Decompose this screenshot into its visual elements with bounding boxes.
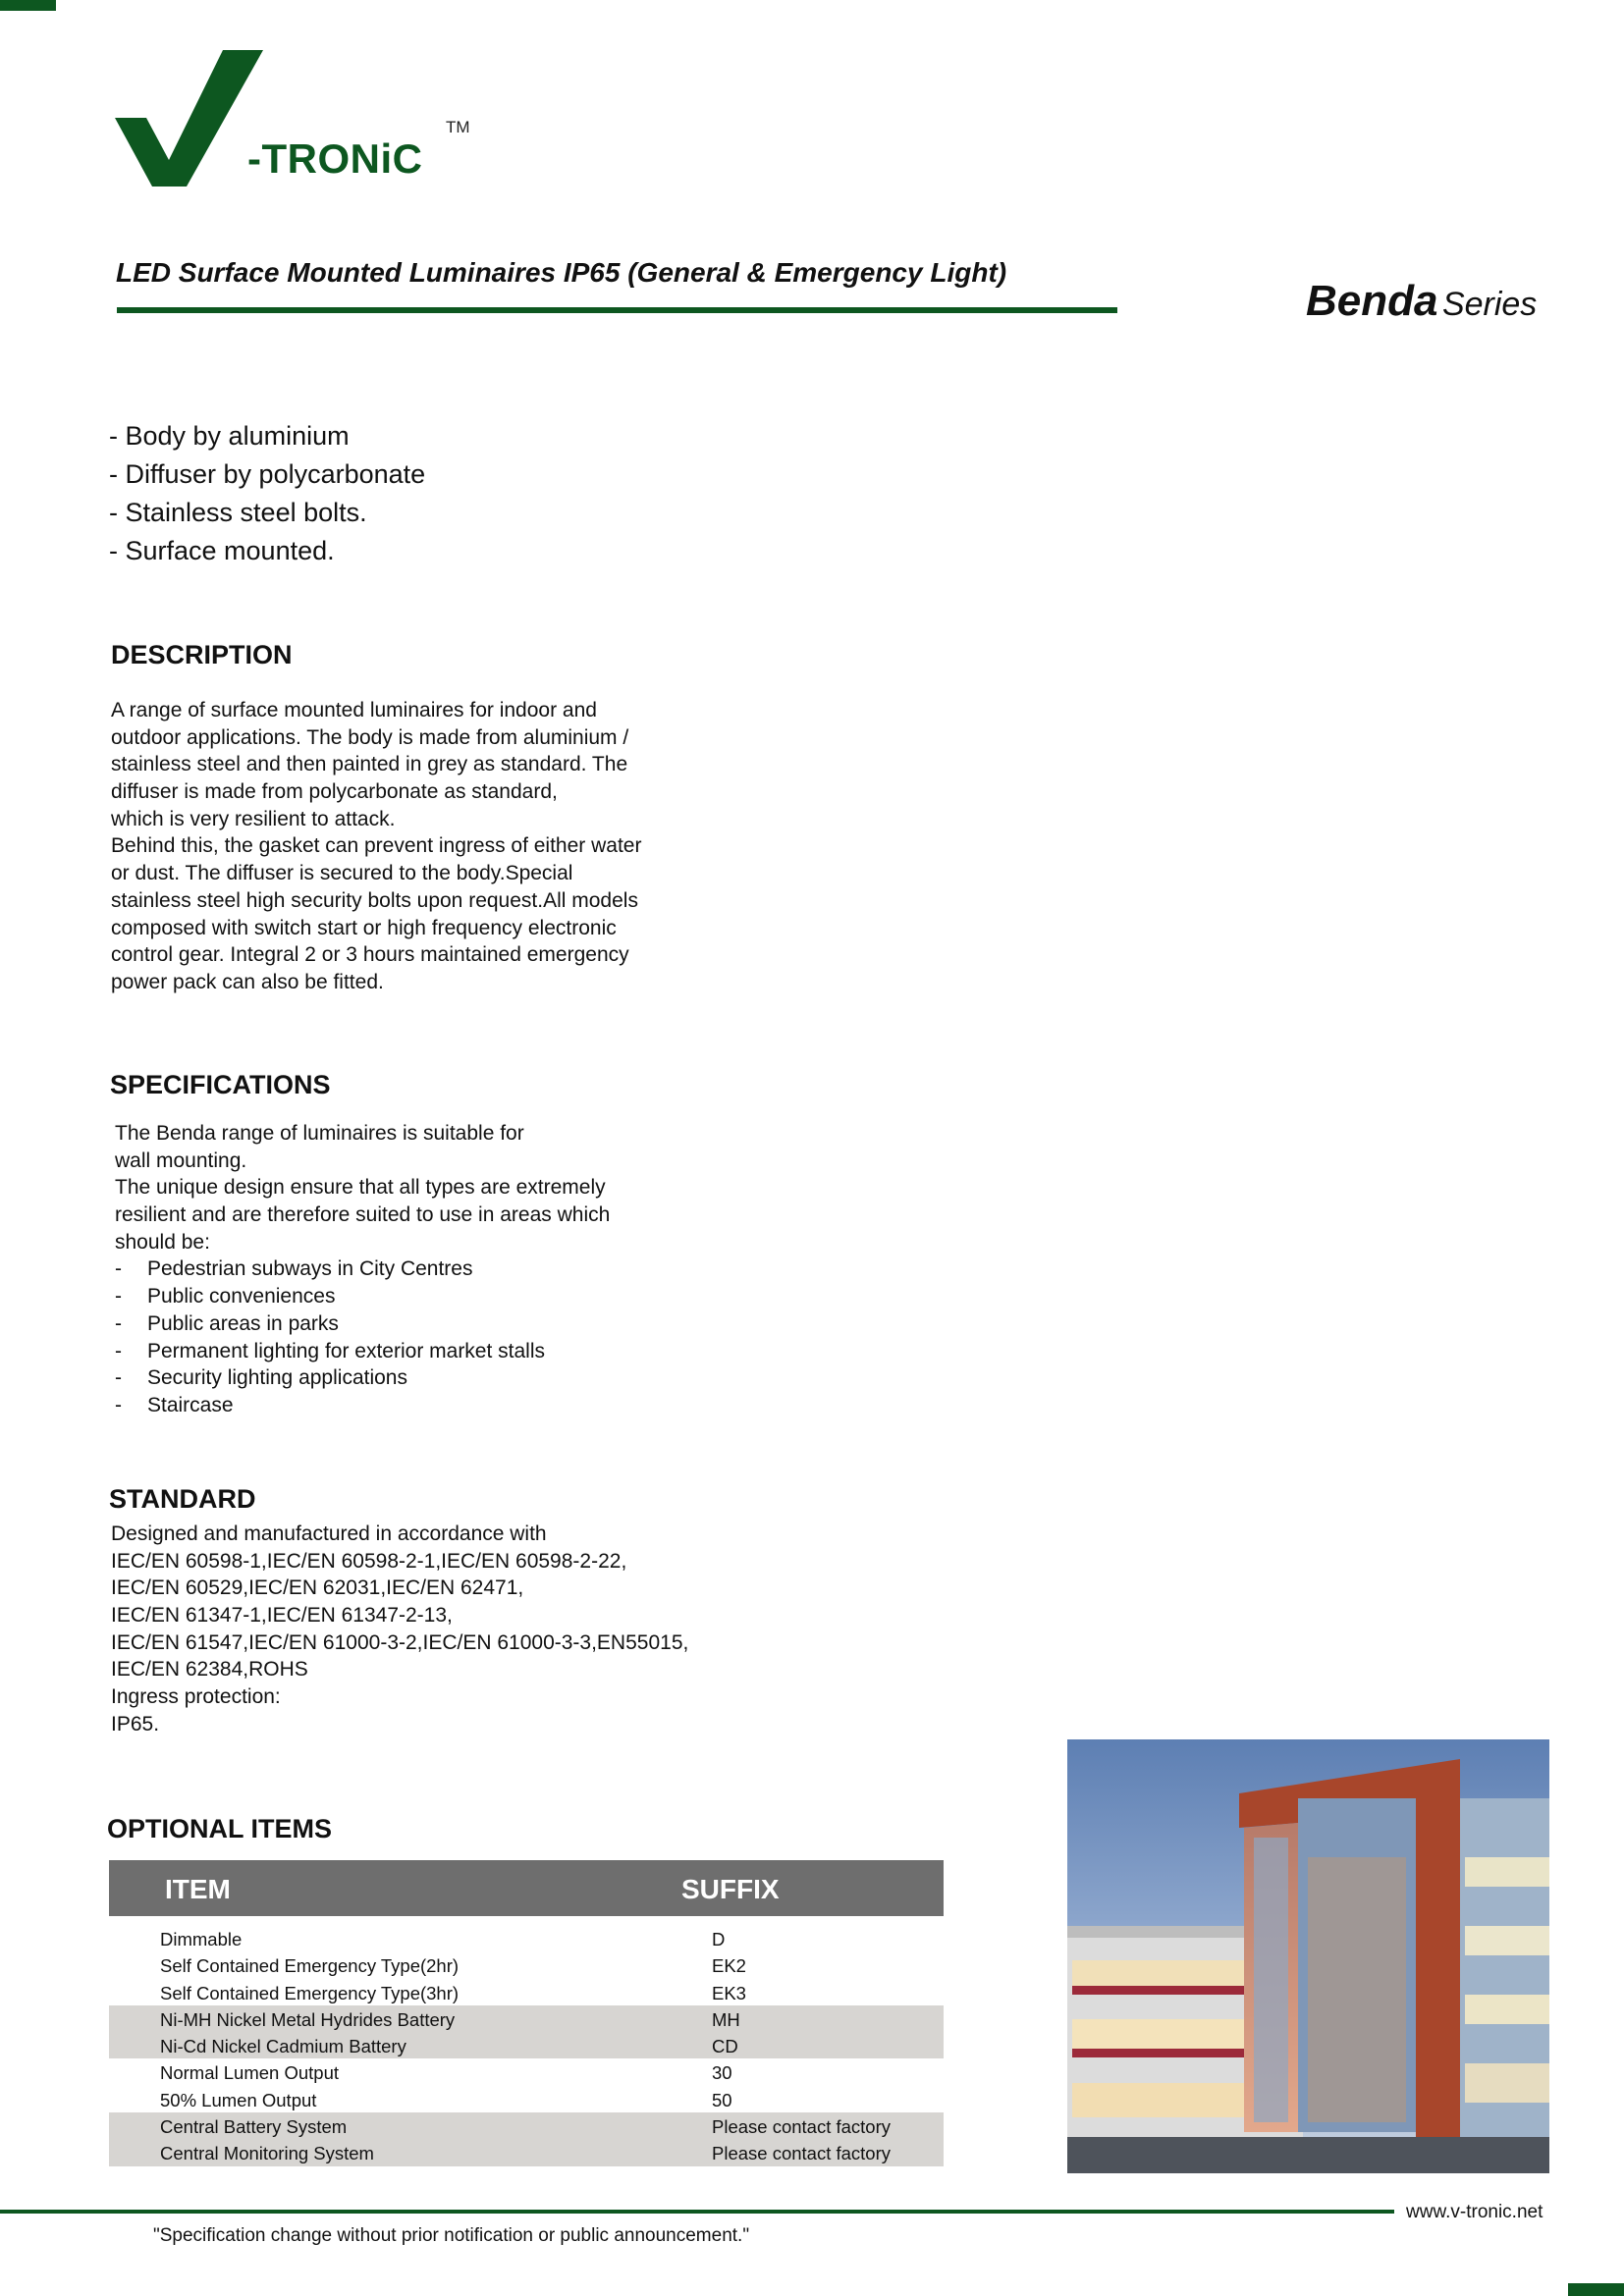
text-line: power pack can also be fitted. (111, 970, 384, 993)
text-line: stainless steel high security bolts upon request.All models (111, 888, 638, 912)
trademark-mark: TM (446, 118, 470, 136)
list-item (115, 1392, 610, 1419)
text-line: A range of surface mounted luminaires for indoor and (111, 699, 597, 721)
list-item (115, 1364, 610, 1392)
table-row (109, 2139, 944, 2165)
specifications-heading: SPECIFICATIONS (110, 1070, 331, 1099)
feature-item: - Surface mounted. (109, 536, 335, 565)
list-dash: - (115, 1339, 122, 1362)
suffix-cell: Please contact factory (712, 2116, 892, 2138)
table-row (109, 2032, 944, 2058)
item-cell: Dimmable (160, 1929, 243, 1949)
text-line: resilient and are therefore suited to use in areas which (115, 1203, 611, 1227)
text-line: The Benda range of luminaires is suitable for (115, 1122, 524, 1145)
product-title: LED Surface Mounted Luminaires IP65 (General & Emergency Light) (116, 257, 1007, 288)
title-divider (117, 307, 1117, 313)
table-row (109, 2005, 944, 2032)
text-line: diffuser is made from polycarbonate as standard, (111, 780, 558, 804)
list-dash: - (115, 1366, 122, 1390)
text-line: Ingress protection: (111, 1685, 281, 1709)
suffix-cell: 30 (712, 2062, 732, 2084)
text-line: wall mounting. (115, 1148, 247, 1172)
list-item (115, 1255, 610, 1283)
logo-wordmark: -TRONiC (247, 135, 423, 182)
checkmark-logo-icon (110, 47, 267, 189)
item-cell: Self Contained Emergency Type(2hr) (160, 1955, 460, 1977)
item-cell: Normal Lumen Output (160, 2062, 340, 2084)
website-link[interactable]: www.v-tronic.net (1406, 2202, 1543, 2222)
item-cell: 50% Lumen Output (160, 2089, 317, 2110)
text-line: control gear. Integral 2 or 3 hours maintained emergency (111, 943, 629, 967)
list-item-text: Staircase (147, 1393, 234, 1416)
standard-heading: STANDARD (109, 1484, 256, 1514)
item-cell: Ni-MH Nickel Metal Hydrides Battery (160, 2008, 456, 2030)
item-cell: Ni-Cd Nickel Cadmium Battery (160, 2036, 406, 2057)
list-item (115, 1283, 610, 1310)
text-line: Designed and manufactured in accordance with (111, 1522, 547, 1545)
text-line: IEC/EN 60598-1,IEC/EN 60598-2-1,IEC/EN 60598-2-22, (111, 1549, 627, 1573)
list-item (115, 1310, 610, 1338)
text-line: stainless steel and then painted in grey as standard. The (111, 753, 628, 776)
list-item-text: Security lighting applications (147, 1366, 407, 1390)
series-name: Benda (1306, 277, 1438, 325)
series-title (1306, 277, 1537, 326)
list-dash: - (115, 1257, 122, 1281)
list-item-text: Pedestrian subways in City Centres (147, 1257, 473, 1281)
text-line: IEC/EN 61347-1,IEC/EN 61347-2-13, (111, 1604, 453, 1628)
suffix-cell: Please contact factory (712, 2143, 892, 2164)
table-row (109, 2112, 944, 2139)
corner-accent-top (0, 0, 56, 11)
item-cell: Central Battery System (160, 2116, 348, 2138)
suffix-cell: 50 (712, 2089, 732, 2110)
text-line: The unique design ensure that all types are extremely (115, 1176, 606, 1200)
suffix-cell: CD (712, 2036, 738, 2057)
list-dash: - (115, 1285, 122, 1308)
corner-accent-bottom (1568, 2283, 1624, 2296)
item-cell: Self Contained Emergency Type(3hr) (160, 1982, 460, 2003)
list-item (115, 1338, 610, 1365)
text-line: should be: (115, 1230, 210, 1254)
list-dash: - (115, 1311, 122, 1335)
description-heading: DESCRIPTION (111, 640, 293, 669)
text-line: composed with switch start or high frequency electronic (111, 916, 617, 939)
feature-item: - Diffuser by polycarbonate (109, 459, 426, 489)
column-header-suffix: SUFFIX (681, 1874, 780, 1904)
standard-text (111, 1521, 688, 1738)
text-line: which is very resilient to attack. (111, 807, 396, 830)
optional-items-table (109, 1860, 944, 2166)
text-line: IEC/EN 60529,IEC/EN 62031,IEC/EN 62471, (111, 1576, 524, 1600)
feature-item: - Body by aluminium (109, 421, 350, 451)
table-row (109, 1979, 944, 2005)
text-line: IP65. (111, 1712, 160, 1735)
disclaimer-text: "Specification change without prior notification or public announcement." (153, 2225, 750, 2246)
text-line: IEC/EN 61547,IEC/EN 61000-3-2,IEC/EN 61000-3-3,EN55015, (111, 1630, 689, 1654)
suffix-cell: EK2 (712, 1955, 746, 1977)
feature-list (109, 417, 425, 570)
text-line: IEC/EN 62384,ROHS (111, 1658, 308, 1682)
column-header-item: ITEM (165, 1874, 231, 1904)
table-row (109, 1925, 944, 1951)
text-line: outdoor applications. The body is made from aluminium / (111, 725, 629, 749)
item-cell: Central Monitoring System (160, 2143, 374, 2164)
series-suffix: Series (1441, 286, 1538, 323)
table-row (109, 2058, 944, 2085)
list-item-text: Public conveniences (147, 1285, 336, 1308)
footer-divider (0, 2210, 1394, 2214)
suffix-cell: MH (712, 2008, 740, 2030)
list-item-text: Public areas in parks (147, 1311, 339, 1335)
table-header (109, 1860, 944, 1916)
brand-logo (110, 47, 483, 194)
optional-items-heading: OPTIONAL ITEMS (107, 1814, 333, 1843)
description-text (111, 697, 641, 996)
building-photo (1067, 1739, 1549, 2173)
text-line: or dust. The diffuser is secured to the body.Special (111, 862, 573, 885)
table-row (109, 2086, 944, 2112)
specifications-text (115, 1120, 610, 1419)
text-line: Behind this, the gasket can prevent ingress of either water (111, 834, 642, 858)
list-dash: - (115, 1393, 122, 1416)
list-item-text: Permanent lighting for exterior market stalls (147, 1339, 545, 1362)
feature-item: - Stainless steel bolts. (109, 498, 367, 527)
table-row (109, 1951, 944, 1978)
suffix-cell: D (712, 1929, 726, 1949)
suffix-cell: EK3 (712, 1982, 746, 2003)
